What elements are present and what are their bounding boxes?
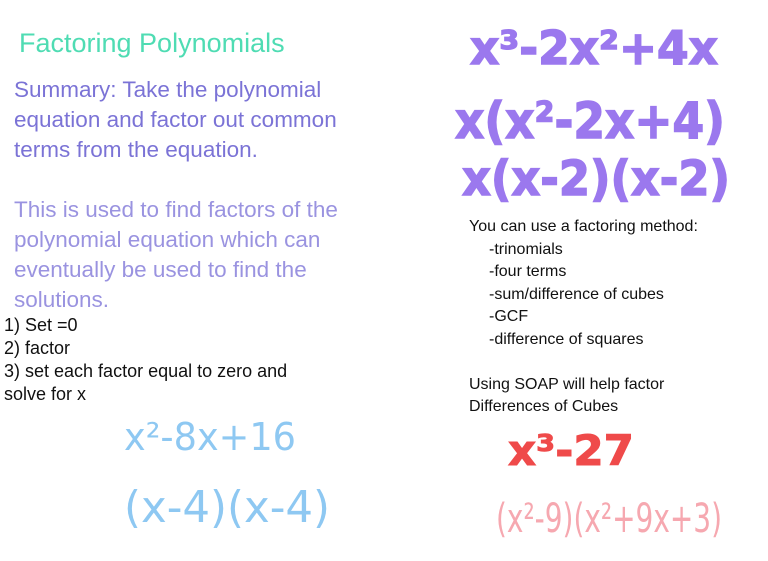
summary-line: equation and factor out common	[14, 107, 337, 132]
step-item: 2) factor	[4, 338, 71, 358]
summary-line: Summary: Take the polynomial	[14, 77, 322, 102]
method-item: -difference of squares	[489, 330, 644, 348]
blue-handwriting	[124, 415, 330, 533]
method-item: -four terms	[489, 263, 567, 280]
purple-line-3: x(x-2)(x-2)	[462, 151, 730, 207]
methods-intro: You can use a factoring method:	[469, 218, 698, 235]
soap-line: Differences of Cubes	[469, 398, 619, 415]
usage-line: This is used to find factors of the	[14, 197, 338, 222]
pink-line-2: (x²-9)(x²+9x+3)	[496, 496, 722, 542]
usage-line: solutions.	[14, 287, 110, 312]
method-item: -sum/difference of cubes	[489, 285, 664, 303]
purple-line-2: x(x²-2x+4)	[455, 92, 725, 150]
purple-handwriting	[455, 21, 730, 207]
soap-line: Using SOAP will help factor	[469, 376, 665, 393]
step-item: solve for x	[4, 384, 87, 404]
blue-line-2: (x-4)(x-4)	[124, 482, 330, 533]
usage-line: eventually be used to find the	[14, 257, 307, 282]
step-item: 3) set each factor equal to zero and	[4, 361, 288, 381]
red-handwriting	[496, 426, 722, 542]
method-item: -trinomials	[489, 240, 563, 258]
page-title: Factoring Polynomials	[19, 28, 285, 58]
red-line-1: x³-27	[508, 426, 634, 475]
step-item: 1) Set =0	[4, 315, 78, 335]
summary-line: terms from the equation.	[14, 137, 258, 162]
usage-line: polynomial equation which can	[14, 227, 321, 252]
purple-line-1: x³-2x²+4x	[470, 21, 718, 75]
method-item: -GCF	[489, 308, 529, 325]
blue-line-1: x²-8x+16	[124, 415, 296, 459]
